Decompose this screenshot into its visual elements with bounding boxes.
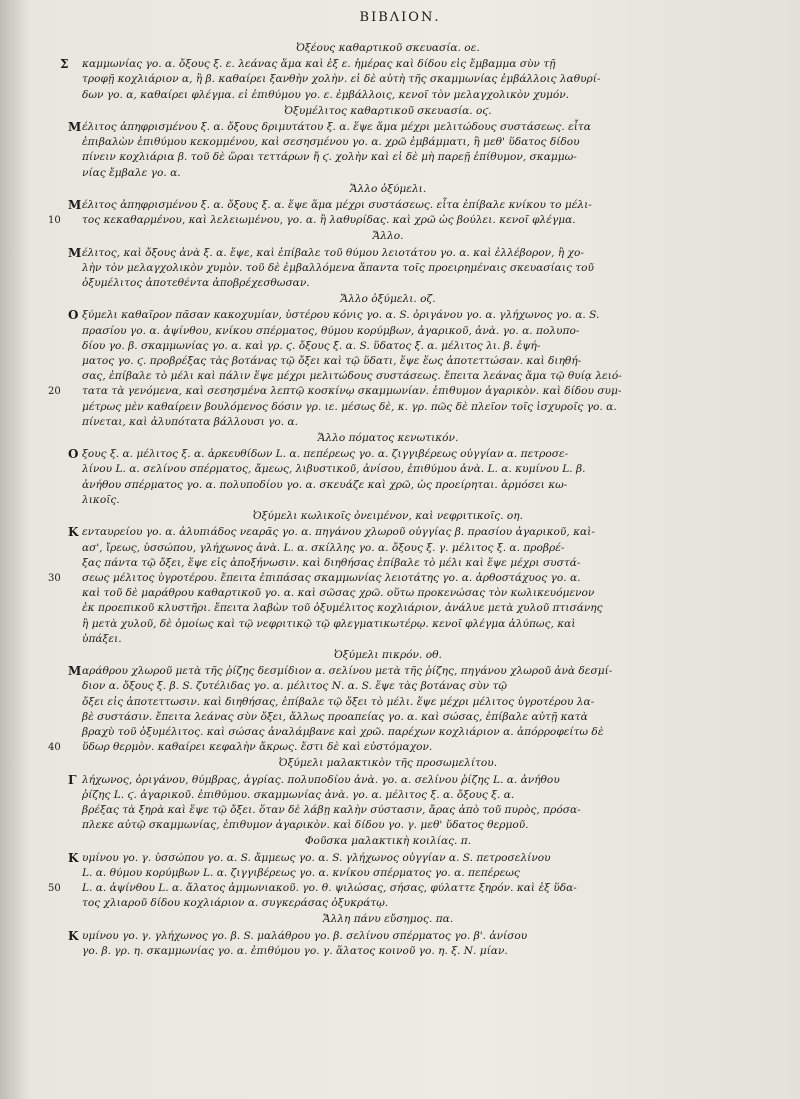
line-text: ασ', ἴρεως, ὑσσώπου, γλήχωνος ἀνὰ. L. α. σκίλλης γο. α. ὄξους ξ. γ. μέλιτος ξ. α. προβρέ-	[82, 541, 565, 554]
text-line	[68, 245, 694, 261]
line-text: δων γο. α, καθαίρει φλέγμα. εἰ ἐπιθύμου γο. ε. ἐμβάλλοις, κενοῖ τὸν μελαγχολικὸν χυμόν.	[82, 88, 570, 101]
line-number: 10	[48, 215, 61, 227]
line-text: βὲ συστάσιν. ἔπειτα λεάνας σὺν ὄξει, ἄλλως προαπείας γο. α. καὶ σώσας, ἐπίβαλε αὐτῇ κατὰ	[82, 710, 588, 723]
text-line	[82, 556, 694, 571]
line-text: ὕδωρ θερμὸν. καθαίρει κεφαλὴν ἄκρως. ἔστι δὲ καὶ εὐστόμαχον.	[82, 741, 433, 754]
text-line	[82, 586, 694, 601]
drop-initial: Ο	[68, 447, 79, 462]
line-text: ἀνήθου σπέρματος γο. α. πολυποδίου γο. α. σκευάζε καὶ χρῶ, ὡς προείρηται. ἁρμόσει κω-	[82, 478, 568, 491]
line-text: ενταυρείου γο. α. ἀλυπιάδος νεαρᾶς γο. α. πηγάνου χλωροῦ οὐγγίας β. πρασίου ἀγαρικοῦ, καὶ-	[82, 526, 595, 539]
text-line	[48, 881, 694, 896]
text-line	[68, 928, 694, 944]
line-text: πρασίου γο. α. ἀψίνθου, κνίκου σπέρματος, θύμου κορύμβων, ἀγαρικοῦ, ἀνὰ. γο. α. πολυπο-	[82, 324, 580, 337]
line-text: έλιτος ἀπηφρισμένου ξ. α. ὄξους ξ. α. ἕψε ἅμα μέχρι συστάσεως. εἶτα ἐπίβαλε κνίκου το μέλι-	[82, 199, 592, 212]
line-text: πίνεται, καὶ ἀλυπότατα βάλλουσι γο. α.	[82, 415, 299, 428]
text-line	[82, 150, 694, 165]
section-heading: Ἄλλο ὀξύμελι. οζ.	[340, 293, 436, 306]
text-line	[68, 308, 694, 323]
line-text: υμίνου γο. γ. ὑσσώπου γο. α. S. ἄμμεως γο. α. S. γλήχωνος οὐγγίαν α. S. πετροσελίνου	[82, 851, 551, 864]
section-heading: Ἄλλο πόματος κενωτικόν.	[317, 432, 459, 445]
line-text: διον α. ὄξους ξ. β. S. ζυτέλιδας γο. α. μέλιτος Ν. α. S. ἕψε τὰς βοτάνας σὺν τῷ	[82, 680, 507, 693]
line-text: ῥίζης L. ϛ. ἀγαρικοῦ. ἐπιθύμου. σκαμμωνίας ἀνὰ. γο. α. μέλιτος ξ. α. ὄξους ξ. α.	[82, 788, 515, 801]
drop-initial: Μ	[68, 245, 82, 260]
line-number: 20	[48, 386, 61, 398]
line-text: βραχὺ τοῦ ὀξυμέλιτος. καὶ σώσας ἀναλάμβανε καὶ χρῶ. παρέχων κοχλιάριον α. ἀπόρροφείτω δὲ	[82, 725, 604, 738]
text-line	[82, 818, 694, 833]
drop-initial: Κ	[68, 850, 79, 865]
text-line	[68, 120, 694, 135]
line-text: υμίνου γο. γ. γλήχωνος γο. β. S. μαλάθρου γο. β. σελίνου σπέρματος γο. β'. ἀνίσου	[82, 929, 528, 942]
line-text: ὑπάξει.	[82, 632, 122, 645]
text-line	[82, 135, 694, 150]
line-text: ξους ξ. α. μέλιτος ξ. α. ἀρκευθίδων L. α. πεπέρεως γο. α. ζιγγιβέρεως οὐγγίαν α. πετροσε-	[82, 448, 569, 461]
line-text: L. α. ἀψίνθου L. α. ἄλατος ἀμμωνιακοῦ. γο. θ. ψιλώσας, σήσας, φύλαττε ξηρόν. καὶ ἐξ ὕδα-	[82, 881, 577, 894]
text-line	[82, 632, 694, 647]
text-line	[82, 276, 694, 291]
text-line	[82, 541, 694, 556]
text-line	[60, 57, 694, 72]
line-text: έλιτος, καὶ ὄξους ἀνὰ ξ. α. ἕψε, καὶ ἐπίβαλε τοῦ θύμου λειοτάτου γο. α. καὶ ἐλλέβορον, ἢ χο-	[82, 246, 584, 259]
line-text: τος κεκαθαρμένου, καὶ λελειωμένου, γο. α. ἢ λαθυρίδας. καὶ χρῶ ὡς βούλει. κενοῖ φλέγμα.	[82, 214, 576, 227]
drop-initial: Κ	[68, 525, 79, 540]
text-line	[82, 944, 694, 959]
line-text: καὶ τοῦ δὲ μαράθρου καθαρτικοῦ γο. α. καὶ σῶσας χρῶ. οὕτω προκενώσας τὸν κωλικευόμενον	[82, 587, 595, 600]
line-text: ἐκ προεπικοῦ κλυστῆρι. ἔπειτα λαβὼν τοῦ ὀξυμέλιτος κοχλιάριον, ἀνάλυε μετὰ χυλοῦ πτισάνης	[82, 602, 603, 615]
text-line	[82, 710, 694, 725]
line-text: καμμωνίας γο. α. ὄξους ξ. ε. λεάνας ἅμα καὶ ἐξ ε. ἡμέρας καὶ δίδου εἰς ἔμβαμμα σὺν τῇ	[82, 58, 556, 71]
section-heading: Ὀξυμέλιτος καθαρτικοῦ σκευασία. οϛ.	[284, 104, 492, 117]
text-line	[48, 213, 694, 228]
text-line	[82, 88, 694, 103]
text-line	[82, 339, 694, 354]
text-line	[82, 400, 694, 415]
line-text: ἢ μετὰ χυλοῦ, δὲ ὁμοίως καὶ τῷ νεφριτικῷ τῷ φλεγματικωτέρῳ. κενοῖ φλέγμα ἀλύπως, καὶ	[82, 617, 576, 630]
line-text: πλεκε αὐτῷ σκαμμωνίας, ἐπιθυμον ἀγαρικὸν. καὶ δίδου γο. γ. μεθ' ὕδατος θερμοῦ.	[82, 819, 529, 832]
text-line	[82, 601, 694, 616]
line-text: ξας πάντα τῷ ὄξει, ἕψε εἰς ἀποξήνωσιν. καὶ διηθήσας ἐπίβαλε τὸ μέλι καὶ ἕψε μέχρι συστά-	[82, 556, 581, 569]
text-line	[82, 72, 694, 87]
text-line	[82, 896, 694, 911]
text-line	[82, 725, 694, 740]
drop-initial: Μ	[68, 120, 82, 135]
text-line	[48, 571, 694, 586]
section-heading: Ἄλλη πάνυ εὔσημος. πα.	[322, 913, 454, 926]
line-number: 40	[48, 742, 61, 754]
line-text: νίας ἔμβαλε γο. α.	[82, 166, 181, 179]
line-text: έλιτος ἀπηφρισμένου ξ. α. ὄξους δριμυτάτου ξ. α. ἕψε ἅμα μέχρι μελιτώδους συστάσεως. εἶτα	[82, 121, 591, 134]
text-line	[68, 198, 694, 213]
line-text: τατα τὰ γενόμενα, καὶ σεσησμένα λεπτῷ κοσκίνῳ σκαμμωνίαν. ἐπιθυμον ἀγαρικὸν. καὶ δίδου συμ-	[82, 385, 622, 398]
line-text: λικοῖς.	[82, 493, 120, 506]
section-heading: Ὀξύμελι πικρόν. οθ.	[334, 648, 442, 661]
line-text: λήχωνος, ὀριγάνου, θύμβρας, ἀγρίας. πολυποδίου ἀνὰ. γο. α. σελίνου ῥίζης L. α. ἀνήθου	[82, 773, 560, 786]
line-text: τος χλιαροῦ δίδου κοχλιάριον α. συγκεράσας ὀξυκράτῳ.	[82, 897, 389, 910]
line-text: πίνειν κοχλιάρια β. τοῦ δὲ ὥραι τεττάρων ἤ ϛ. χολὴν καὶ εἰ δὲ μὴ παρεῇ ἐπίθυμον, σκαμμω-	[82, 151, 577, 164]
line-text: γο. β. γρ. η. σκαμμωνίας γο. α. ἐπιθύμου γο. γ. ἅλατος κοινοῦ γο. η. ξ. Ν. μίαν.	[82, 944, 508, 957]
text-line	[82, 866, 694, 881]
text-line	[82, 493, 694, 508]
line-text: L. α. θύμου κορύμβων L. α. ζιγγιβέρεως γο. α. κνίκου σπέρματος γο. α. πεπέρεως	[82, 866, 520, 879]
line-text: τροφῇ κοχλιάριον α, ἢ β. καθαίρει ξανθὴν χολὴν. εἰ δὲ αὐτὴ τῆς σκαμμωνίας ἐμβάλλοις λαθυρί-	[82, 73, 601, 86]
text-line	[68, 850, 694, 866]
line-text: ματος γο. ϛ. προβρέξας τὰς βοτάνας τῷ ὄξει καὶ τῷ ὕδατι, ἕψε ἕως ἀποτεττώσαν. καὶ διηθή-	[82, 355, 582, 368]
line-text: μέτρως μὲν καθαίρειν βουλόμενος δόσιν γρ. ιε. μέσως δὲ, κ. γρ. πῶς δὲ πλεῖον τοῖς ἰσχυροῖς γο. α.	[82, 400, 617, 413]
line-text: αράθρου χλωροῦ μετὰ τῆς ῥίζης δεσμίδιον α. σελίνου μετὰ τῆς ῥίζης, πηγάνου χλωροῦ ἀνὰ δεσμί-	[82, 665, 613, 678]
text-line	[82, 695, 694, 710]
text-line	[82, 788, 694, 803]
section-heading: Ὀξύμελι μαλακτικὸν τῆς προσωμελίτου.	[278, 757, 498, 770]
line-text: λὴν τὸν μελαγχολικὸν χυμὸν. τοῦ δὲ ἐμβαλλόμενα ἅπαντα τοῖς προειρημέναις σκευασίαις τοῦ	[82, 261, 594, 274]
text-line	[48, 384, 694, 399]
line-text: δίου γο. β. σκαμμωνίας γο. α. καὶ γρ. ϛ. ὄξους ξ. α. S. ὕδατος ξ. α. μέλιτος λι. β. ἐψή-	[82, 339, 541, 352]
running-head: ΒΙΒΛΙΟΝ.	[359, 10, 441, 25]
section-heading: Ὀξέους καθαρτικοῦ σκευασία. οε.	[296, 42, 480, 54]
drop-initial: Σ	[60, 57, 69, 72]
text-line	[82, 679, 694, 694]
text-column	[48, 40, 694, 959]
line-text: ὀξυμέλιτος ἀποτεθέντα ἀποβρέχεσθωσαν.	[82, 277, 310, 290]
line-number: 50	[48, 882, 61, 894]
text-line	[82, 354, 694, 369]
text-line	[82, 261, 694, 276]
drop-initial: Μ	[68, 664, 82, 679]
line-text: σεως μέλιτος ὑγροτέρου. ἔπειτα ἐπιπάσας σκαμμωνίας λειοτάτης γο. α. ἀρθοστάχυος γο. α.	[82, 571, 581, 584]
drop-initial: Γ	[68, 772, 77, 787]
section-heading: Ὀξύμελι κωλικοῖς ὀνειμένον, καὶ νεφριτικοῖς. οη.	[252, 510, 524, 523]
drop-initial: Ο	[68, 308, 79, 323]
line-text: ὄξει εἰς ἀποτεττωσιν. καὶ διηθήσας, ἐπίβαλε τῷ ὄξει τὸ μέλι. ἕψε μέχρι μέλιτος ὑγροτέρου λα-	[82, 695, 595, 708]
line-number: 30	[48, 572, 61, 584]
text-line	[82, 415, 694, 430]
text-line	[68, 772, 694, 788]
text-line	[82, 478, 694, 493]
text-line	[68, 525, 694, 540]
text-line	[82, 369, 694, 384]
text-line	[82, 803, 694, 818]
text-line	[48, 740, 694, 755]
section-heading: Φοῦσκα μαλακτικὴ κοιλίας. π.	[304, 835, 472, 848]
line-text: σας, ἐπίβαλε τὸ μέλι καὶ πάλιν ἕψε μέχρι μελιτώδους συστάσεως. ἔπειτα λεάνας ἅμα τῷ θυίᾳ λειό-	[82, 370, 622, 383]
text-line	[82, 462, 694, 477]
text-line	[82, 166, 694, 181]
drop-initial: Κ	[68, 928, 79, 943]
line-text: ἐπιβαλὼν ἐπιθύμου κεκομμένου, καὶ σεσησμένου γο. α. χρῶ ἐμβάμματι, ἢ μεθ' ὕδατος δίδου	[82, 136, 580, 149]
section-heading: Ἄλλο ὀξύμελι.	[349, 182, 427, 195]
line-text: βρέξας τὰ ξηρὰ καὶ ἕψε τῷ ὄξει. ὅταν δὲ λάβῃ καλὴν σύστασιν, ἄρας ἀπὸ τοῦ πυρὸς, πρόσα-	[82, 803, 581, 816]
text-line	[82, 617, 694, 632]
text-line	[82, 324, 694, 339]
line-text: ξύμελι καθαῖρον πᾶσαν κακοχυμίαν, ὑστέρου κόνις γο. α. S. ὀριγάνου γο. α. γλήχωνος γο. α. S.	[82, 309, 600, 322]
text-line	[68, 664, 694, 679]
section-heading: Ἄλλο.	[372, 230, 404, 243]
text-line	[68, 447, 694, 462]
drop-initial: Μ	[68, 198, 82, 213]
line-text: λίνου L. α. σελίνου σπέρματος, ἄμεως, λιβυστικοῦ, ἀνίσου, ἐπιθύμου ἀνὰ. L. α. κυμίνου L. β.	[82, 463, 586, 476]
